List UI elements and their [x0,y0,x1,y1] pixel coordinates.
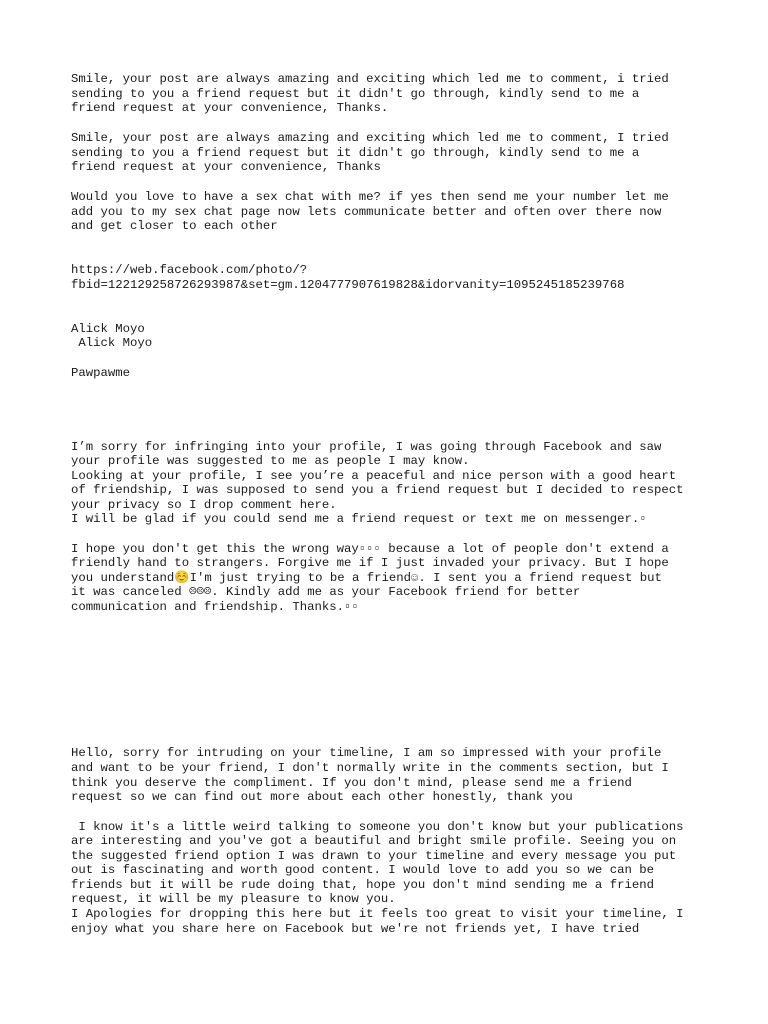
text-line: Looking at your profile, I see you’re a peaceful and nice person with a good heart [71,469,677,483]
text-line: add you to my sex chat page now lets communicate better and often over there now [71,205,662,219]
text-line: communication and friendship. Thanks.▫▫ [71,600,359,614]
name-line: Alick Moyo [71,336,153,350]
name-line: Alick Moyo [71,322,145,336]
text-line: I know it's a little weird talking to someone you don't know but your publications [71,820,684,834]
text-line: request, it will be my pleasure to know you. [71,892,396,906]
name-line: Pawpawme [71,366,131,380]
text-line: enjoy what you share here on Facebook but we're not friends yet, I have tried [71,922,640,936]
text-line: friend request at your convenience, Thanks [71,160,381,174]
text-line: Hello, sorry for intruding on your timeline, I am so impressed with your profile [71,746,662,760]
text-line: are interesting and you've got a beautiful and bright smile profile. Seeing you on [71,834,677,848]
text-line: the suggested friend option I was drawn to your timeline and every message you put [71,849,677,863]
text-line: friendly hand to strangers. Forgive me if I just invaded your privacy. But I hope [71,556,669,570]
text-line: and want to be your friend, I don't normally write in the comments section, but I [71,761,669,775]
text-line: friends but it will be rude doing that, hope you don't mind sending me a friend [71,878,654,892]
text-line: sending to you a friend request but it didn't go through, kindly send to me a [71,87,640,101]
text-line: think you deserve the compliment. If you don't mind, please send me a friend [71,776,632,790]
text-line: it was canceled ☹☹☹. Kindly add me as your Facebook friend for better [71,585,581,599]
text-line: Would you love to have a sex chat with me? if yes then send me your number let me [71,190,669,204]
text-line: out is fascinating and worth good content. I would love to add you so we can be [71,863,654,877]
text-line: friend request at your convenience, Thanks. [71,101,389,115]
text-line: of friendship, I was supposed to send you a friend request but I decided to respect [71,483,684,497]
url-line: https://web.facebook.com/photo/? [71,263,308,277]
text-line: sending to you a friend request but it didn't go through, kindly send to me a [71,146,640,160]
text-line: Smile, your post are always amazing and exciting which led me to comment, i tried [71,72,669,86]
text-line: Smile, your post are always amazing and exciting which led me to comment, I tried [71,131,669,145]
text-line: request so we can find out more about each other honestly, thank you [71,790,573,804]
text-line: I hope you don't get this the wrong way▫▫▫ because a lot of people don't extend a [71,542,669,556]
text-line: and get closer to each other [71,219,278,233]
text-line: your profile was suggested to me as people I may know. [71,454,470,468]
text-line: I Apologies for dropping this here but it feels too great to visit your timeline, I [71,907,684,921]
text-line: you understand☺️I'm just trying to be a friend☺. I sent you a friend request but [71,571,662,585]
text-line: I’m sorry for infringing into your profile, I was going through Facebook and saw [71,440,662,454]
text-line: your privacy so I drop comment here. [71,498,337,512]
text-line: I will be glad if you could send me a friend request or text me on messenger.▫ [71,512,647,526]
url-line: fbid=122129258726293987&set=gm.1204777907619828&idorvanity=1095245185239768 [71,278,625,292]
